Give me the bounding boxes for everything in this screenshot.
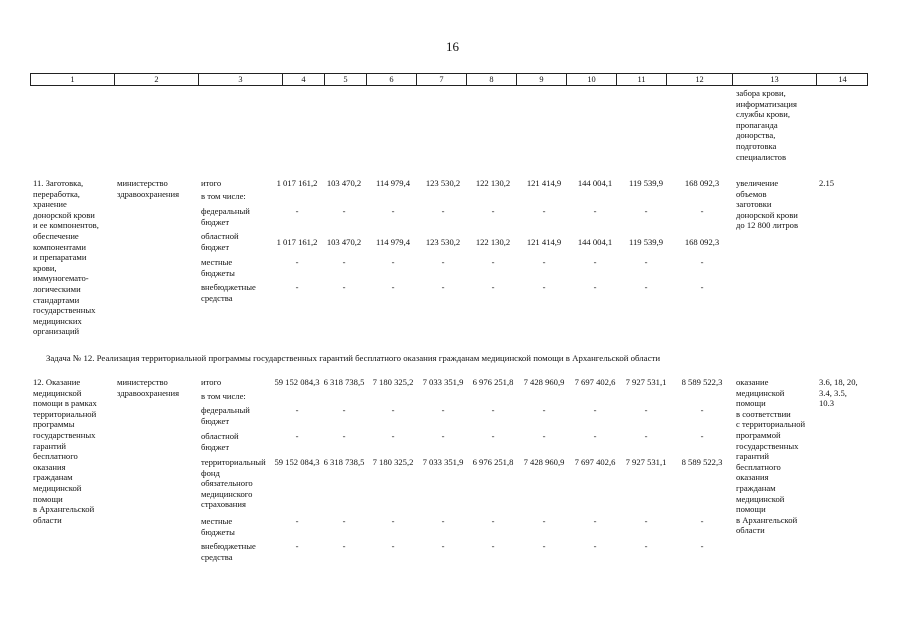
row12-regional-cell: - [391, 431, 395, 441]
row12-regional-cell: - [644, 431, 648, 441]
header-col-11: 11 [617, 74, 667, 85]
row12-total-cell: 7 033 351,9 [422, 377, 464, 387]
row12-tfoms-cell: 7 180 325,2 [372, 457, 414, 467]
row11-offbudget-cell: - [391, 282, 395, 292]
row11-regional-cell: 122 130,2 [475, 237, 511, 247]
row12-regional-cell: - [441, 431, 445, 441]
row11-offbudget-cell: - [441, 282, 445, 292]
row11-regional-cell: 114 979,4 [375, 237, 411, 247]
page-number: 16 [446, 39, 459, 54]
row12-offbudget-cell: - [700, 541, 704, 551]
row12-tfoms-cell: 7 033 351,9 [422, 457, 464, 467]
row11-federal-cell: - [295, 206, 299, 216]
header-col-6: 6 [367, 74, 417, 85]
row11-total-cell: 144 004,1 [577, 178, 613, 188]
row12-regional-cell: - [295, 431, 299, 441]
row11-regional-cell: 123 530,2 [425, 237, 461, 247]
row12-source-federal: федеральный бюджет [201, 405, 250, 426]
row11-regional-cell: 144 004,1 [577, 237, 613, 247]
header-col-5: 5 [325, 74, 367, 85]
row12-offbudget-cell: - [295, 541, 299, 551]
row11-source-total: итого [201, 178, 222, 188]
row11-local-cell: - [342, 257, 346, 267]
row11-total-cell: 122 130,2 [475, 178, 511, 188]
header-col-14: 14 [838, 75, 847, 84]
row12-federal-cell: - [644, 405, 648, 415]
row12-federal-cell: - [391, 405, 395, 415]
row12-regional-cell: - [542, 431, 546, 441]
row12-local-cell: - [441, 516, 445, 526]
header-col-1: 1 [31, 74, 115, 85]
row12-regional-cell: - [491, 431, 495, 441]
row12-local-cell: - [644, 516, 648, 526]
row12-tfoms-cell: 8 589 522,3 [681, 457, 723, 467]
row11-total-cell: 1 017 161,2 [276, 178, 318, 188]
row12-federal-cell: - [295, 405, 299, 415]
row11-federal-cell: - [441, 206, 445, 216]
row12-tfoms-cell: 6 318 738,5 [323, 457, 365, 467]
row12-offbudget-cell: - [593, 541, 597, 551]
row11-federal-cell: - [342, 206, 346, 216]
row11-indicator: 2.15 [819, 178, 835, 188]
row11-federal-cell: - [391, 206, 395, 216]
row12-result: оказание медицинской помощи в соответствии с территориальной программой государственных гарантий бесплатного оказания гражданам медицинской помощи в Архангельской области [736, 377, 806, 536]
row12-offbudget-cell: - [542, 541, 546, 551]
row11-federal-cell: - [491, 206, 495, 216]
row11-regional-cell: 103 470,2 [326, 237, 362, 247]
row11-total-cell: 103 470,2 [326, 178, 362, 188]
row11-source-regional: областной бюджет [201, 231, 239, 252]
row12-local-cell: - [491, 516, 495, 526]
row12-source-offbudget: внебюджетные средства [201, 541, 256, 562]
row11-source-incl: в том числе: [201, 191, 246, 201]
row11-local-cell: - [593, 257, 597, 267]
row12-federal-cell: - [441, 405, 445, 415]
row12-regional-cell: - [342, 431, 346, 441]
row11-offbudget-cell: - [644, 282, 648, 292]
row11-source-offbudget: внебюджетные средства [201, 282, 256, 303]
row11-offbudget-cell: - [593, 282, 597, 292]
row12-name: 12. Оказание медицинской помощи в рамках территориальной программы государственных гарантий бесплатного оказания гражданам медицинской помощи в Архангельской области [33, 377, 97, 525]
row11-total-cell: 123 530,2 [425, 178, 461, 188]
row12-tfoms-cell: 7 428 960,9 [523, 457, 565, 467]
row11-regional-cell: 119 539,9 [628, 237, 664, 247]
row12-tfoms-cell: 59 152 084,3 [274, 457, 320, 467]
row11-total-cell: 119 539,9 [628, 178, 664, 188]
row12-executor: министерство здравоохранения [117, 377, 180, 398]
row11-name: 11. Заготовка, переработка, хранение донорской крови и ее компонентов, обеспечение компонентами и препаратами крови, иммуногемато- логическими стандартами государственных медицинских организаций [33, 178, 99, 337]
row11-offbudget-cell: - [491, 282, 495, 292]
row12-source-total: итого [201, 377, 222, 387]
header-col-9: 9 [517, 74, 567, 85]
header-col-4: 4 [283, 74, 325, 85]
row12-regional-cell: - [593, 431, 597, 441]
row11-federal-cell: - [700, 206, 704, 216]
row12-offbudget-cell: - [644, 541, 648, 551]
row11-total-cell: 114 979,4 [375, 178, 411, 188]
row11-local-cell: - [644, 257, 648, 267]
column-number-header [30, 73, 868, 86]
row12-local-cell: - [542, 516, 546, 526]
row12-total-cell: 7 927 531,1 [625, 377, 667, 387]
row11-offbudget-cell: - [700, 282, 704, 292]
continuation-result-text: забора крови, информатизация службы крови, пропаганда донорства, подготовка специалистов [736, 88, 797, 162]
row12-local-cell: - [593, 516, 597, 526]
row11-local-cell: - [542, 257, 546, 267]
row11-regional-cell: 121 414,9 [526, 237, 562, 247]
row12-offbudget-cell: - [441, 541, 445, 551]
row12-source-tfoms: территориальный фонд обязательного медицинского страхования [201, 457, 266, 510]
row12-federal-cell: - [342, 405, 346, 415]
row12-indicator: 3.6, 18, 20, 3.4, 3.5, 10.3 [819, 377, 858, 409]
row12-offbudget-cell: - [491, 541, 495, 551]
row12-total-cell: 6 318 738,5 [323, 377, 365, 387]
row12-federal-cell: - [491, 405, 495, 415]
header-col-3: 3 [199, 74, 283, 85]
row12-total-cell: 7 428 960,9 [523, 377, 565, 387]
row11-regional-cell: 168 092,3 [684, 237, 720, 247]
row12-regional-cell: - [700, 431, 704, 441]
row12-offbudget-cell: - [342, 541, 346, 551]
header-col-10: 10 [567, 74, 617, 85]
row11-regional-cell: 1 017 161,2 [276, 237, 318, 247]
row12-source-incl: в том числе: [201, 391, 246, 401]
row12-tfoms-cell: 7 697 402,6 [574, 457, 616, 467]
row12-total-cell: 6 976 251,8 [472, 377, 514, 387]
row11-local-cell: - [700, 257, 704, 267]
header-col-2: 2 [115, 74, 199, 85]
row11-source-federal: федеральный бюджет [201, 206, 250, 227]
row12-source-local: местные бюджеты [201, 516, 235, 537]
header-col-13: 13 [733, 74, 817, 85]
row11-offbudget-cell: - [295, 282, 299, 292]
row11-local-cell: - [295, 257, 299, 267]
row11-federal-cell: - [542, 206, 546, 216]
row11-local-cell: - [391, 257, 395, 267]
row11-offbudget-cell: - [542, 282, 546, 292]
row12-federal-cell: - [700, 405, 704, 415]
row12-federal-cell: - [593, 405, 597, 415]
row12-local-cell: - [342, 516, 346, 526]
row12-total-cell: 7 697 402,6 [574, 377, 616, 387]
row12-tfoms-cell: 6 976 251,8 [472, 457, 514, 467]
row11-federal-cell: - [644, 206, 648, 216]
row12-offbudget-cell: - [391, 541, 395, 551]
row11-executor: министерство здравоохранения [117, 178, 180, 199]
row11-federal-cell: - [593, 206, 597, 216]
row12-source-regional: областной бюджет [201, 431, 239, 452]
task12-heading: Задача № 12. Реализация территориальной программы государственных гарантий бесплатного оказания гражданам медицинской помощи в Архангельской области [46, 353, 661, 363]
row12-local-cell: - [700, 516, 704, 526]
header-col-12: 12 [667, 74, 733, 85]
row12-total-cell: 7 180 325,2 [372, 377, 414, 387]
row11-total-cell: 168 092,3 [684, 178, 720, 188]
row12-local-cell: - [391, 516, 395, 526]
row11-offbudget-cell: - [342, 282, 346, 292]
row11-local-cell: - [491, 257, 495, 267]
row11-local-cell: - [441, 257, 445, 267]
header-col-8: 8 [467, 74, 517, 85]
row11-result: увеличение объемов заготовки донорской крови до 12 800 литров [736, 178, 798, 231]
row11-source-local: местные бюджеты [201, 257, 235, 278]
row12-tfoms-cell: 7 927 531,1 [625, 457, 667, 467]
row12-local-cell: - [295, 516, 299, 526]
row12-total-cell: 59 152 084,3 [274, 377, 320, 387]
row11-total-cell: 121 414,9 [526, 178, 562, 188]
header-col-7: 7 [417, 74, 467, 85]
row12-total-cell: 8 589 522,3 [681, 377, 723, 387]
row12-federal-cell: - [542, 405, 546, 415]
